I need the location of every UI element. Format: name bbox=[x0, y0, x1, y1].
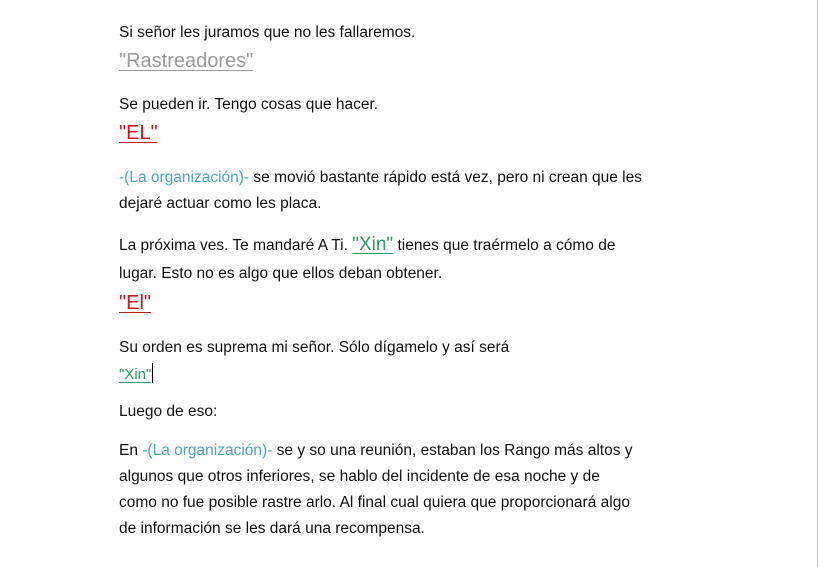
paragraph-line: Luego de eso: bbox=[119, 403, 218, 420]
speaker-label-xin-text: "Xin" bbox=[119, 366, 152, 383]
paragraph-line: algunos que otros inferiores, se hablo del incidente de esa noche y de bbox=[119, 468, 600, 485]
paragraph-line: dejaré actuar como les placa. bbox=[119, 195, 322, 212]
speaker-label-xin-inline: "Xin" bbox=[352, 234, 394, 255]
paragraph-line bbox=[119, 235, 615, 256]
organization-name: -(La organización)- bbox=[142, 442, 273, 459]
paragraph-line bbox=[119, 441, 633, 461]
paragraph-line: de información se les dará una recompensa. bbox=[119, 520, 425, 537]
dialogue-line: Su orden es suprema mi señor. Sólo dígamelo y así será bbox=[119, 339, 510, 356]
paragraph-text: En bbox=[119, 442, 143, 459]
speaker-label-el: "EL" bbox=[119, 122, 158, 144]
dialogue-line: Si señor les juramos que no les fallaremos. bbox=[119, 24, 416, 41]
page-edge bbox=[817, 0, 818, 567]
paragraph-text: La próxima ves. Te mandaré A Ti. bbox=[119, 237, 353, 254]
paragraph-line: lugar. Esto no es algo que ellos deban obtener. bbox=[119, 265, 443, 282]
speaker-label-rastreadores: "Rastreadores" bbox=[119, 50, 254, 72]
dialogue-line: Se pueden ir. Tengo cosas que hacer. bbox=[119, 96, 379, 113]
paragraph-line: como no fue posible rastre arlo. Al final cual quiera que proporcionará algo bbox=[119, 494, 630, 511]
organization-name: -(La organización)- bbox=[119, 169, 250, 186]
text-cursor bbox=[152, 363, 153, 383]
paragraph-line bbox=[119, 168, 642, 188]
paragraph-text: se movió bastante rápido está vez, pero ni crean que les bbox=[249, 169, 642, 186]
speaker-label-xin bbox=[119, 363, 153, 385]
paragraph-text: tienes que traérmelo a cómo de bbox=[393, 237, 616, 254]
speaker-label-el-2: "El" bbox=[119, 292, 151, 314]
paragraph-text: se y so una reunión, estaban los Rango más altos y bbox=[272, 442, 633, 459]
